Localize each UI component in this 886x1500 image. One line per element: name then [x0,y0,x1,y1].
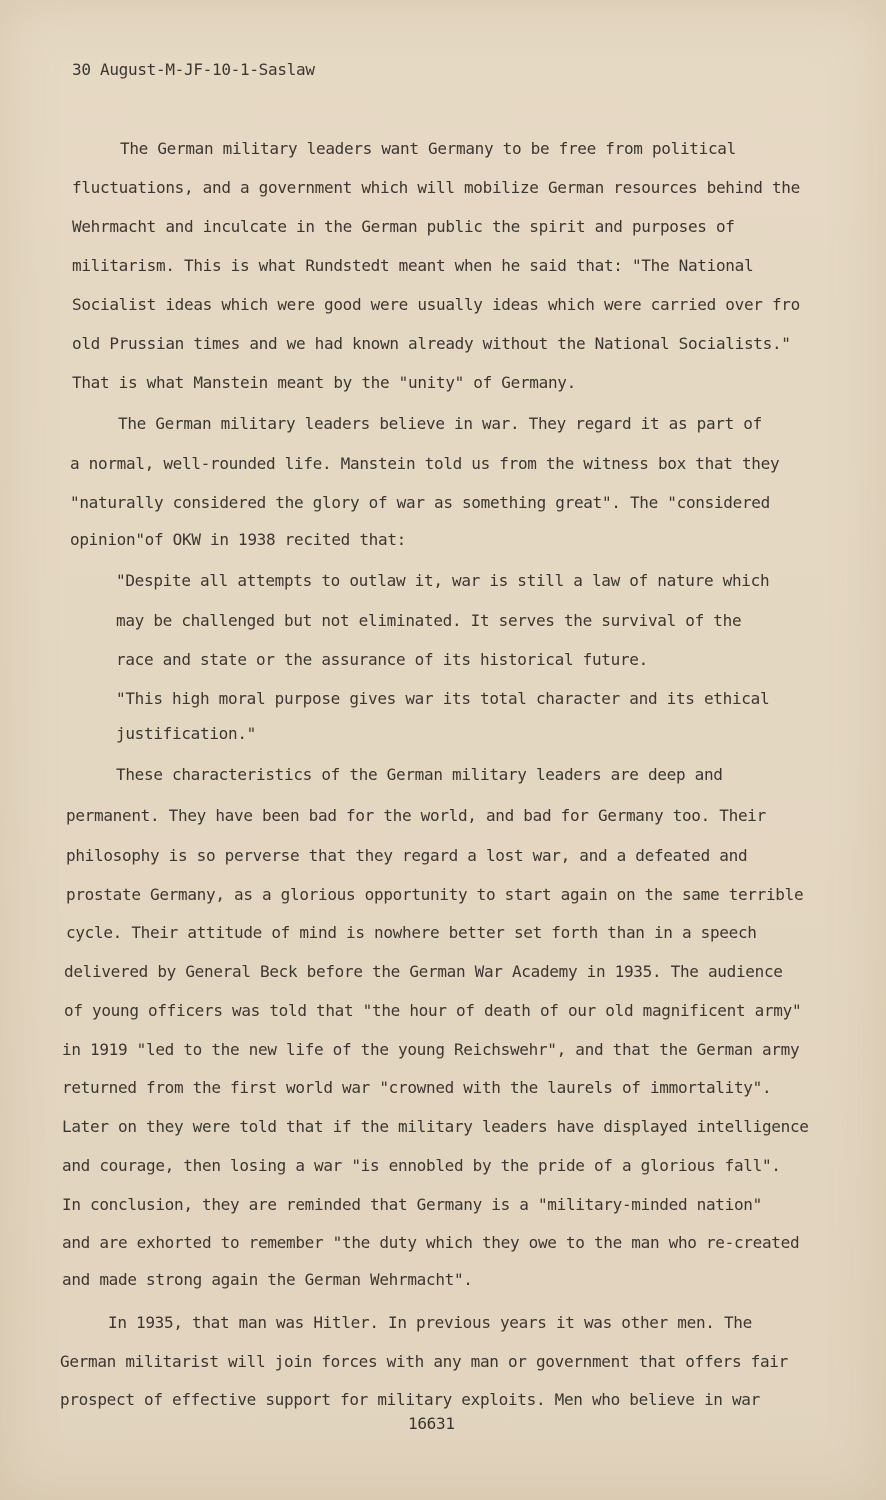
text-line: prostate Germany, as a glorious opportunity to start again on the same terrible [66,885,804,904]
text-line: old Prussian times and we had known already without the National Socialists." [72,334,791,353]
text-line: "naturally considered the glory of war as something great". The "considered [70,493,770,512]
text-line: prospect of effective support for military exploits. Men who believe in war [60,1390,760,1409]
text-line: Wehrmacht and inculcate in the German public the spirit and purposes of [72,217,735,236]
text-line: a normal, well-rounded life. Manstein told us from the witness box that they [70,454,780,473]
quote-line: race and state or the assurance of its historical future. [116,650,648,669]
text-line: Later on they were told that if the military leaders have displayed intelligence [62,1117,809,1136]
text-line: Socialist ideas which were good were usually ideas which were carried over fro [72,295,800,314]
document-reference: 30 August-M-JF-10-1-Saslaw [72,60,315,79]
text-line: German militarist will join forces with any man or government that offers fair [60,1352,788,1371]
text-line: militarism. This is what Rundstedt meant when he said that: "The National [72,256,754,275]
text-line: of young officers was told that "the hour of death of our old magnificent army" [64,1001,802,1020]
text-line: and made strong again the German Wehrmacht". [62,1270,473,1289]
text-line: These characteristics of the German military leaders are deep and [116,765,723,784]
text-line: In conclusion, they are reminded that Germany is a "military-minded nation" [62,1195,762,1214]
page-number: 16631 [408,1414,455,1433]
text-line: fluctuations, and a government which will mobilize German resources behind the [72,178,800,197]
text-line: returned from the first world war "crowned with the laurels of immortality". [62,1078,772,1097]
text-line: delivered by General Beck before the German War Academy in 1935. The audience [64,962,783,981]
text-line: and are exhorted to remember "the duty which they owe to the man who re-created [62,1233,800,1252]
quote-line: "This high moral purpose gives war its total character and its ethical [116,689,770,708]
text-line: philosophy is so perverse that they regard a lost war, and a defeated and [66,846,748,865]
text-line: and courage, then losing a war "is ennobled by the pride of a glorious fall". [62,1156,781,1175]
text-line: The German military leaders believe in war. They regard it as part of [118,414,762,433]
quote-line: justification." [116,724,256,743]
text-line: That is what Manstein meant by the "unity" of Germany. [72,373,576,392]
quote-line: may be challenged but not eliminated. It serves the survival of the [116,611,742,630]
text-line: The German military leaders want Germany to be free from political [120,139,736,158]
text-line: in 1919 "led to the new life of the young Reichswehr", and that the German army [62,1040,800,1059]
text-line: cycle. Their attitude of mind is nowhere better set forth than in a speech [66,923,757,942]
text-line: permanent. They have been bad for the world, and bad for Germany too. Their [66,806,766,825]
quote-line: "Despite all attempts to outlaw it, war is still a law of nature which [116,571,770,590]
text-line: opinion"of OKW in 1938 recited that: [70,530,406,549]
text-line: In 1935, that man was Hitler. In previous years it was other men. The [108,1313,752,1332]
